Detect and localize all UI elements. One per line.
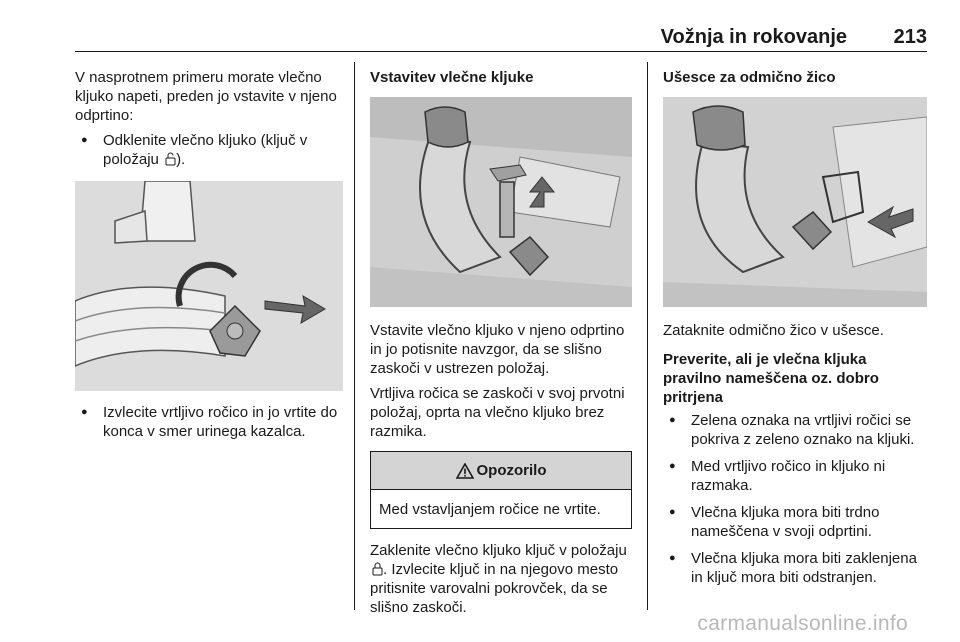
warning-body: Med vstavljanjem ročice ne vrtite. <box>379 500 601 518</box>
list-item-check-1: ● Zelena oznaka na vrtljivi ročici se pokriva z zeleno oznako na kljuki. <box>663 411 927 449</box>
column-3 <box>663 68 927 595</box>
column-divider-2 <box>647 62 648 610</box>
lock-instructions <box>370 541 632 617</box>
lock-text-post: . Izvlecite ključ in na njegovo mesto pritisnite varovalni pokrovček, da se slišno zaskoči. <box>370 561 619 616</box>
figure-lever-rotation <box>75 181 343 391</box>
breakaway-eye-illustration <box>663 97 927 307</box>
heading-insert-hook: Vstavitev vlečne kljuke <box>370 69 534 86</box>
list-item-check-2: ● Med vrtljivo ročico in kljuko ni razmaka. <box>663 457 927 495</box>
section-title: Vožnja in rokovanje <box>660 26 847 48</box>
warning-box <box>370 451 632 529</box>
lever-snap-info: Vrtljiva ročica se zaskoči v svoj prvotni položaj, oprta na vlečno kljuko brez razmika. <box>370 385 625 440</box>
figure-breakaway-eye <box>663 97 927 307</box>
key-locked-icon <box>372 562 383 576</box>
heading-check-hook: Preverite, ali je vlečna kljuka pravilno nameščena oz. dobro pritrjena <box>663 351 879 406</box>
key-unlocked-icon <box>165 152 176 166</box>
list-item-check-4: ● Vlečna kljuka mora biti zaklenjena in ključ mora biti odstranjen. <box>663 549 927 587</box>
heading-breakaway-eye: Ušesce za odmično žico <box>663 69 836 86</box>
bullet1-text-post: ). <box>176 151 186 168</box>
warning-header <box>371 452 631 490</box>
figure-insert-hook <box>370 97 632 307</box>
list-item-pull-lever: ● Izvlecite vrtljivo ročico in jo vrtite do konca v smer urinega kazalca. <box>75 403 343 441</box>
lever-rotation-illustration <box>75 181 343 391</box>
lock-text-pre: Zaklenite vlečno kljuko ključ v položaju <box>370 542 627 559</box>
list-item-unlock <box>75 131 343 169</box>
watermark: carmanualsonline.info <box>697 612 908 635</box>
page-header <box>75 22 927 52</box>
warning-title: Opozorilo <box>476 462 547 479</box>
page-number: 213 <box>893 26 927 48</box>
bullet1-text-pre: Odklenite vlečno kljuko (ključ v položaju <box>103 132 308 168</box>
column-divider-1 <box>354 62 355 610</box>
warning-triangle-icon <box>456 463 474 479</box>
insert-instructions: Vstavite vlečno kljuko v njeno odprtino in jo potisnite navzgor, da se slišno zaskoči v ustrezen položaj. <box>370 322 625 377</box>
column-1 <box>75 68 343 449</box>
breakaway-instructions: Zataknite odmično žico v ušesce. <box>663 322 884 339</box>
insert-hook-illustration <box>370 97 632 307</box>
list-item-check-3: ● Vlečna kljuka mora biti trdno nameščena v svoji odprtini. <box>663 503 927 541</box>
intro-text: V nasprotnem primeru morate vlečno kljuko napeti, preden jo vstavite v njeno odprtino: <box>75 69 337 124</box>
column-2 <box>370 68 632 623</box>
